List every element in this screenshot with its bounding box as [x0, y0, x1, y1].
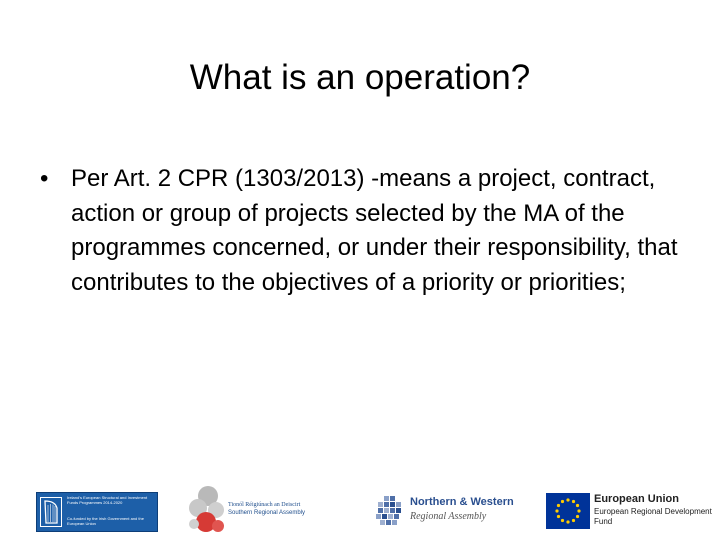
ireland-logo-text-2: Co-funded by the Irish Government and the European Union	[67, 516, 144, 526]
eu-star-icon	[572, 519, 575, 522]
southern-regional-assembly-logo	[186, 484, 336, 536]
footer-logos	[0, 480, 720, 540]
bullet-marker: •	[40, 165, 49, 192]
eu-star-icon	[561, 500, 564, 503]
eu-star-icon	[577, 509, 580, 512]
eu-star-icon	[561, 519, 564, 522]
eu-erdf-logo	[546, 493, 716, 531]
slide-title: What is an operation?	[189, 58, 531, 97]
eu-logo-subtitle: European Regional Development Fund	[594, 507, 712, 526]
eu-star-icon	[566, 498, 569, 501]
bullet-item	[40, 162, 690, 300]
eu-star-icon	[576, 504, 579, 507]
eu-star-icon	[557, 515, 560, 518]
northern-western-map-icon	[374, 494, 406, 528]
nw-logo-title: Northern & Western	[410, 496, 514, 508]
harp-icon	[40, 497, 62, 527]
ireland-esif-logo	[36, 492, 158, 532]
northern-western-assembly-logo	[374, 494, 524, 530]
bullet-list	[40, 162, 690, 300]
nw-logo-subtitle: Regional Assembly	[410, 511, 487, 522]
southern-assembly-emblem-icon	[186, 484, 226, 536]
eu-star-icon	[555, 509, 558, 512]
southern-logo-irish-text: Tionól Réigiúnach an Deiscirt	[228, 502, 301, 508]
eu-flag-icon	[546, 493, 590, 529]
eu-star-icon	[566, 520, 569, 523]
bullet-text: Per Art. 2 CPR (1303/2013) -means a project, contract, action or group of projects selected by the MA of the programmes concerned, or under their responsibility, that contributes to the objectives of a priority or priorities;	[71, 165, 678, 296]
southern-logo-english-text: Southern Regional Assembly	[228, 510, 306, 516]
eu-star-icon	[557, 504, 560, 507]
ireland-logo-text-1: Ireland's European Structural and Investment Funds Programmes 2014-2020	[67, 495, 148, 505]
eu-star-icon	[572, 500, 575, 503]
eu-star-icon	[576, 515, 579, 518]
eu-logo-title: European Union	[594, 493, 679, 505]
